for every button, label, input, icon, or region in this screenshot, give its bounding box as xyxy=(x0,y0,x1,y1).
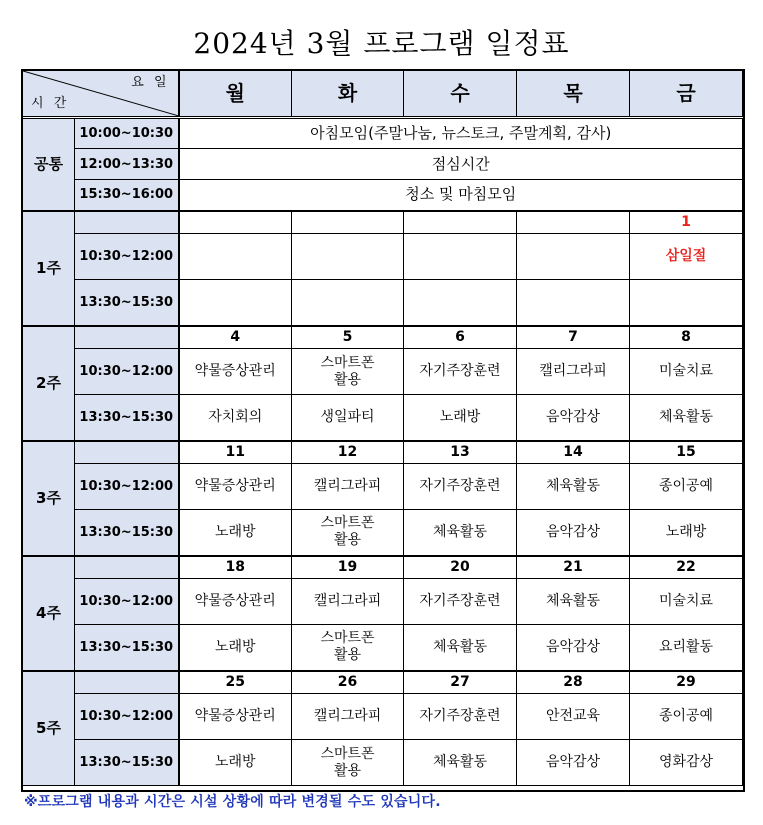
day-header-fri: 금 xyxy=(630,71,743,118)
time-cell: 15:30~16:00 xyxy=(75,180,179,211)
week-date-row xyxy=(23,441,743,464)
week-date-row xyxy=(23,671,743,694)
date-cell: 22 xyxy=(630,556,743,579)
week-am-row xyxy=(23,694,743,740)
date-cell: 15 xyxy=(630,441,743,464)
activity-cell: 음악감상 xyxy=(517,510,630,556)
activity-cell: 스마트폰 활용 xyxy=(292,510,404,556)
corner-day-label: 요 일 xyxy=(131,75,170,90)
activity-cell: 음악감상 xyxy=(517,625,630,671)
activity-cell: 체육활동 xyxy=(404,510,517,556)
date-cell: 5 xyxy=(292,326,404,349)
activity-cell xyxy=(630,280,743,326)
common-row xyxy=(23,149,743,180)
activity-cell: 체육활동 xyxy=(404,740,517,786)
activity-cell xyxy=(292,280,404,326)
common-row xyxy=(23,118,743,149)
date-cell: 20 xyxy=(404,556,517,579)
date-cell: 25 xyxy=(179,671,292,694)
date-cell: 28 xyxy=(517,671,630,694)
activity-cell: 음악감상 xyxy=(517,395,630,441)
activity-cell: 스마트폰 활용 xyxy=(292,349,404,395)
week-am-row xyxy=(23,234,743,280)
activity-cell: 삼일절 xyxy=(630,234,743,280)
activity-cell: 종이공예 xyxy=(630,464,743,510)
activity-cell xyxy=(404,280,517,326)
time-cell-empty xyxy=(75,671,179,694)
date-cell xyxy=(179,211,292,234)
date-cell: 8 xyxy=(630,326,743,349)
activity-cell: 노래방 xyxy=(179,740,292,786)
time-cell: 10:00~10:30 xyxy=(75,118,179,149)
week-label: 4주 xyxy=(23,556,75,671)
activity-cell xyxy=(179,280,292,326)
week-label: 2주 xyxy=(23,326,75,441)
activity-cell: 자치회의 xyxy=(179,395,292,441)
time-cell-empty xyxy=(75,441,179,464)
day-header-wed: 수 xyxy=(404,71,517,118)
activity-cell: 약물증상관리 xyxy=(179,349,292,395)
activity-cell: 체육활동 xyxy=(517,579,630,625)
week-pm-row xyxy=(23,395,743,441)
week-pm-row xyxy=(23,280,743,326)
week-date-row xyxy=(23,326,743,349)
activity-cell: 캘리그라피 xyxy=(292,694,404,740)
day-header-thu: 목 xyxy=(517,71,630,118)
activity-cell: 자기주장훈련 xyxy=(404,464,517,510)
activity-cell: 노래방 xyxy=(179,625,292,671)
time-cell-empty xyxy=(75,211,179,234)
common-activity: 청소 및 마침모임 xyxy=(179,180,743,211)
header-row xyxy=(23,71,743,118)
activity-cell xyxy=(179,234,292,280)
activity-cell: 약물증상관리 xyxy=(179,579,292,625)
page-title: 2024년 3월 프로그램 일정표 xyxy=(193,27,570,60)
week-label: 5주 xyxy=(23,671,75,786)
date-cell: 26 xyxy=(292,671,404,694)
activity-cell: 영화감상 xyxy=(630,740,743,786)
week-pm-row xyxy=(23,510,743,556)
week-am-row xyxy=(23,464,743,510)
date-cell: 1 xyxy=(630,211,743,234)
time-cell: 12:00~13:30 xyxy=(75,149,179,180)
activity-cell xyxy=(404,234,517,280)
week-label: 3주 xyxy=(23,441,75,556)
activity-cell xyxy=(517,234,630,280)
activity-cell xyxy=(292,234,404,280)
time-cell: 13:30~15:30 xyxy=(75,625,179,671)
date-cell: 7 xyxy=(517,326,630,349)
activity-cell: 종이공예 xyxy=(630,694,743,740)
corner-time-label: 시 간 xyxy=(31,96,70,111)
common-row xyxy=(23,180,743,211)
date-cell: 18 xyxy=(179,556,292,579)
date-cell: 29 xyxy=(630,671,743,694)
activity-cell: 생일파티 xyxy=(292,395,404,441)
time-cell: 13:30~15:30 xyxy=(75,280,179,326)
date-cell: 14 xyxy=(517,441,630,464)
activity-cell: 체육활동 xyxy=(517,464,630,510)
week-label: 1주 xyxy=(23,211,75,326)
activity-cell: 음악감상 xyxy=(517,740,630,786)
activity-cell: 스마트폰 활용 xyxy=(292,740,404,786)
day-header-tue: 화 xyxy=(292,71,404,118)
common-activity: 아침모임(주말나눔, 뉴스토크, 주말계획, 감사) xyxy=(179,118,743,149)
date-cell: 19 xyxy=(292,556,404,579)
time-cell-empty xyxy=(75,326,179,349)
date-cell: 4 xyxy=(179,326,292,349)
date-cell: 6 xyxy=(404,326,517,349)
date-cell: 11 xyxy=(179,441,292,464)
activity-cell: 캘리그라피 xyxy=(517,349,630,395)
date-cell: 21 xyxy=(517,556,630,579)
time-cell-empty xyxy=(75,556,179,579)
time-cell: 10:30~12:00 xyxy=(75,694,179,740)
date-cell: 13 xyxy=(404,441,517,464)
activity-cell xyxy=(517,280,630,326)
week-am-row xyxy=(23,579,743,625)
activity-cell: 스마트폰 활용 xyxy=(292,625,404,671)
activity-cell: 노래방 xyxy=(179,510,292,556)
time-cell: 10:30~12:00 xyxy=(75,579,179,625)
activity-cell: 체육활동 xyxy=(630,395,743,441)
time-cell: 13:30~15:30 xyxy=(75,395,179,441)
activity-cell: 약물증상관리 xyxy=(179,694,292,740)
time-cell: 10:30~12:00 xyxy=(75,464,179,510)
week-pm-row xyxy=(23,625,743,671)
activity-cell: 노래방 xyxy=(404,395,517,441)
week-am-row xyxy=(23,349,743,395)
week-date-row xyxy=(23,556,743,579)
week-pm-row xyxy=(23,740,743,786)
activity-cell: 캘리그라피 xyxy=(292,579,404,625)
day-header-mon: 월 xyxy=(179,71,292,118)
activity-cell: 노래방 xyxy=(630,510,743,556)
date-cell xyxy=(404,211,517,234)
common-activity: 점심시간 xyxy=(179,149,743,180)
week-date-row xyxy=(23,211,743,234)
date-cell xyxy=(292,211,404,234)
activity-cell: 요리활동 xyxy=(630,625,743,671)
activity-cell: 캘리그라피 xyxy=(292,464,404,510)
header-corner xyxy=(23,71,179,118)
time-cell: 13:30~15:30 xyxy=(75,740,179,786)
date-cell: 27 xyxy=(404,671,517,694)
activity-cell: 자기주장훈련 xyxy=(404,579,517,625)
common-label: 공통 xyxy=(23,118,75,211)
footnote: ※프로그램 내용과 시간은 시설 상황에 따라 변경될 수도 있습니다. xyxy=(24,794,441,810)
activity-cell: 미술치료 xyxy=(630,579,743,625)
activity-cell: 미술치료 xyxy=(630,349,743,395)
time-cell: 10:30~12:00 xyxy=(75,349,179,395)
activity-cell: 안전교육 xyxy=(517,694,630,740)
schedule-table xyxy=(22,70,743,786)
date-cell xyxy=(517,211,630,234)
date-cell: 12 xyxy=(292,441,404,464)
time-cell: 10:30~12:00 xyxy=(75,234,179,280)
activity-cell: 약물증상관리 xyxy=(179,464,292,510)
activity-cell: 자기주장훈련 xyxy=(404,694,517,740)
activity-cell: 체육활동 xyxy=(404,625,517,671)
activity-cell: 자기주장훈련 xyxy=(404,349,517,395)
time-cell: 13:30~15:30 xyxy=(75,510,179,556)
